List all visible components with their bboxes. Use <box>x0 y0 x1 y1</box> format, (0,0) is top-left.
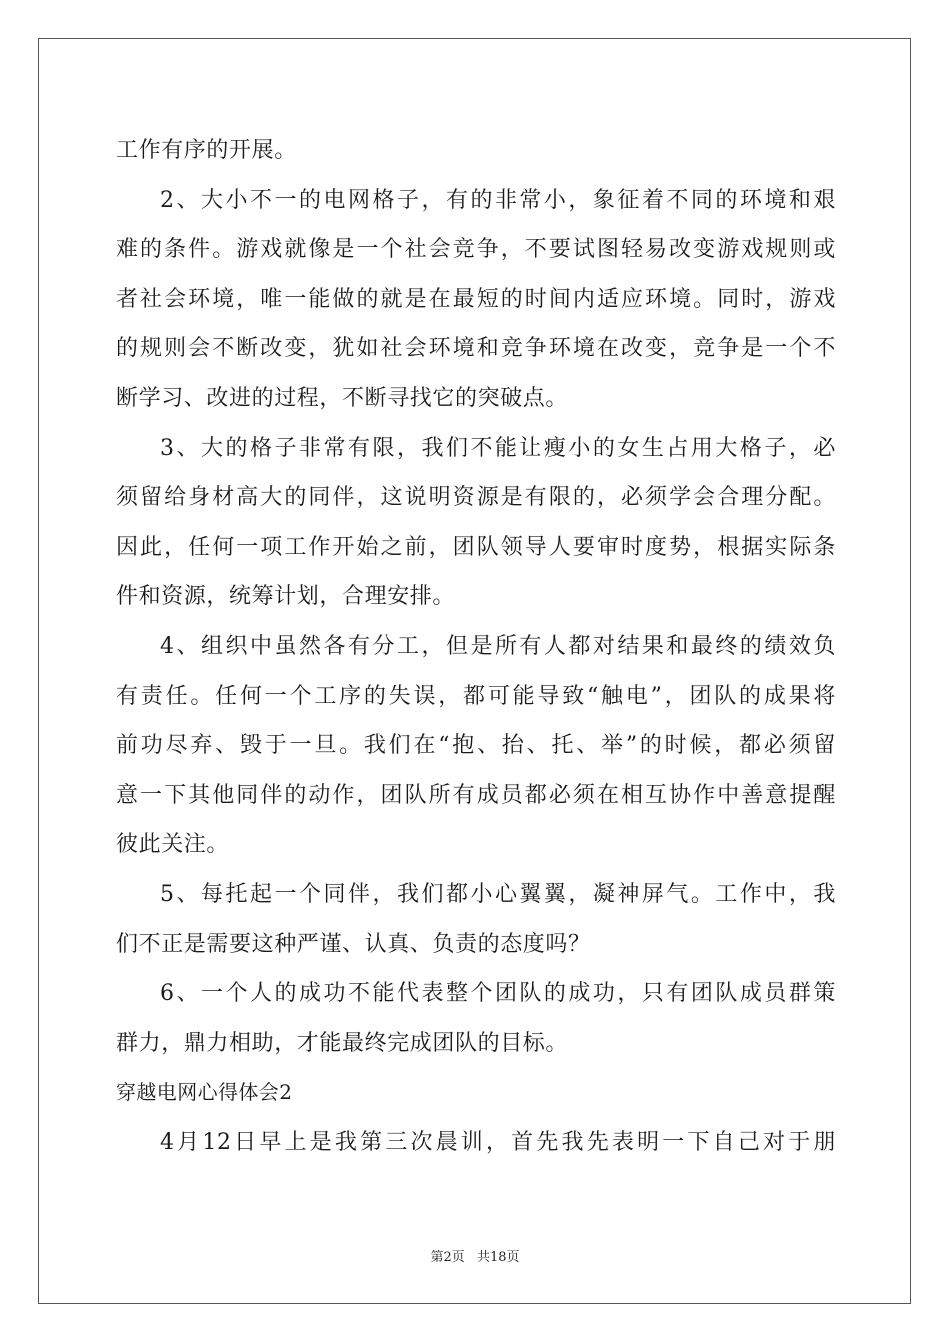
text-line-paragraph-start: 2、大小不一的电网格子，有的非常小，象征着不同的环境和艰 <box>160 187 836 213</box>
text-line: 群力，鼎力相助，才能最终完成团队的目标。 <box>116 1030 569 1056</box>
text-line: 断学习、改进的过程，不断寻找它的突破点。 <box>116 385 569 411</box>
text-line-paragraph-start: 5、每托起一个同伴，我们都小心翼翼，凝神屏气。工作中，我 <box>160 881 836 907</box>
text-line-paragraph-start: 6、一个人的成功不能代表整个团队的成功，只有团队成员群策 <box>160 981 836 1007</box>
text-line: 们不正是需要这种严谨、认真、负责的态度吗？ <box>116 931 591 957</box>
text-line: 者社会环境，唯一能做的就是在最短的时间内适应环境。同时，游戏 <box>116 286 836 312</box>
text-line-paragraph-start: 4月12日早上是我第三次晨训，首先我先表明一下自己对于朋 <box>160 1129 836 1155</box>
text-line: 前功尽弃、毁于一旦。我们在“抱、抬、托、举”的时候，都必须留 <box>116 733 836 759</box>
text-line-paragraph-start: 4、组织中虽然各有分工，但是所有人都对结果和最终的绩效负 <box>160 633 836 659</box>
text-line-paragraph-start: 3、大的格子非常有限，我们不能让瘦小的女生占用大格子，必 <box>160 435 836 461</box>
document-body <box>116 126 836 1167</box>
text-line: 工作有序的开展。 <box>116 138 297 163</box>
text-line: 有责任。任何一个工序的失误，都可能导致“触电”，团队的成果将 <box>116 683 836 709</box>
page-footer <box>0 1246 950 1265</box>
text-line: 难的条件。游戏就像是一个社会竞争，不要试图轻易改变游戏规则或 <box>116 237 836 263</box>
text-line: 须留给身材高大的同伴，这说明资源是有限的，必须学会合理分配。 <box>116 485 836 511</box>
page-number: 第2页 <box>430 1250 465 1265</box>
text-line: 彼此关注。 <box>116 832 230 858</box>
section-heading: 穿越电网心得体会2 <box>116 1080 293 1105</box>
text-line: 件和资源，统筹计划，合理安排。 <box>116 584 456 610</box>
text-line: 因此，任何一项工作开始之前，团队领导人要审时度势，根据实际条 <box>116 534 836 560</box>
text-line: 的规则会不断改变，犹如社会环境和竞争环境在改变，竞争是一个不 <box>116 336 836 362</box>
page-total: 共18页 <box>476 1250 520 1265</box>
text-line: 意一下其他同伴的动作，团队所有成员都必须在相互协作中善意提醒 <box>116 782 836 808</box>
